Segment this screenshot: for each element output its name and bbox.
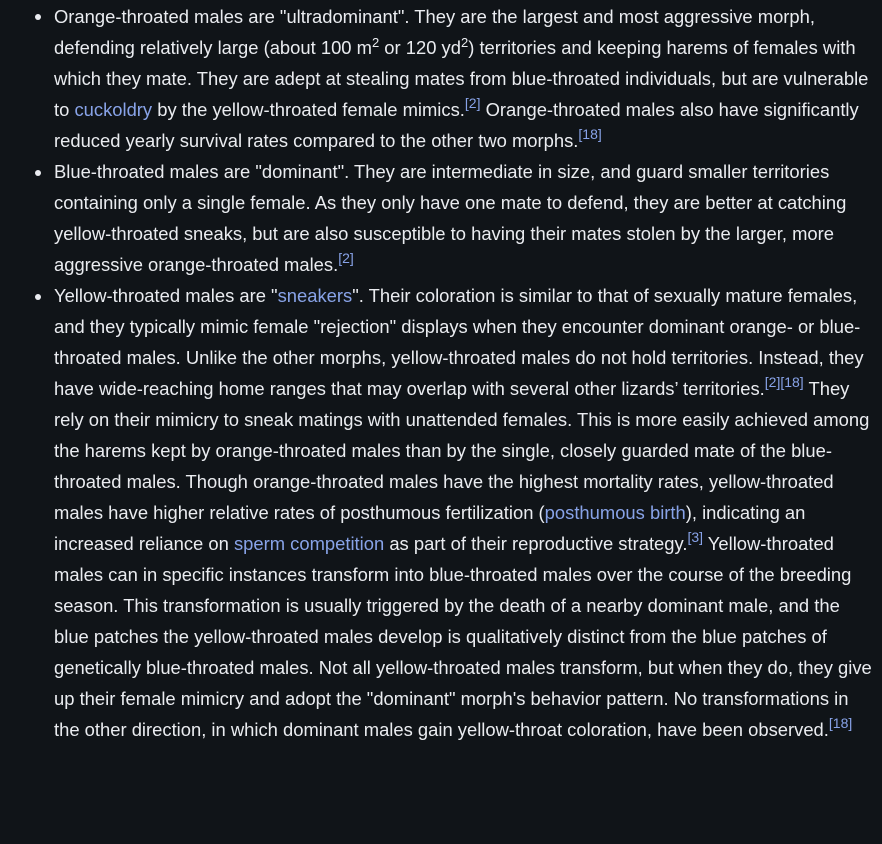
citation-2: [338, 250, 354, 266]
link-posthumous-birth[interactable]: posthumous birth: [544, 502, 686, 523]
superscript: 2: [371, 34, 380, 50]
text-segment: as part of their reproductive strategy.: [384, 533, 688, 554]
citation-18: [578, 126, 601, 142]
citation-link[interactable]: [2]: [338, 249, 354, 266]
citation-link[interactable]: [3]: [687, 528, 704, 545]
link-sneakers[interactable]: sneakers: [277, 285, 353, 306]
link-cuckoldry[interactable]: cuckoldry: [74, 99, 153, 120]
bullet-dot: [35, 294, 41, 300]
citation-18: [780, 374, 803, 390]
text-segment: Yellow-throated males can in specific instances transform into blue-throated males over the course of the breeding season. This transformation is usually triggered by the death of a nearby dominant male, and the blue patches the yellow-throated males develop is qualitatively distinct from the blue patches of genetically blue-throated males. Not all yellow-throated males transform, but when they do, they give up their female mimicry and adopt the "dominant" morph's behavior pattern. No transformations in the other direction, in which dominant males gain yellow-throat coloration, have been observed.: [54, 533, 872, 740]
citation-link[interactable]: [18]: [578, 125, 602, 142]
link-sperm-competition[interactable]: sperm competition: [233, 533, 385, 554]
text-segment: Blue-throated males are "dominant". They are intermediate in size, and guard smaller territories containing only a single female. As they only have one mate to defend, they are better at catching yellow-throated sneaks, but are also susceptible to having their mates stolen by the larger, more aggressive orange-throated males.: [54, 161, 847, 275]
citation-link[interactable]: [2]: [464, 94, 481, 111]
morph-bullet-list: [54, 0, 876, 745]
text-segment: Orange-throated males are "ultradominant". They are the largest and most aggressive morph, defending relatively large (about 100 m: [54, 6, 815, 58]
citation-link[interactable]: [18]: [828, 714, 853, 731]
superscript: 2: [460, 34, 469, 50]
citation-3: [687, 529, 703, 545]
bullet-dot: [35, 170, 41, 176]
citation-link[interactable]: [18]: [780, 373, 804, 390]
text-segment: Orange-throated males also have significantly reduced yearly survival rates compared to the other two morphs.: [54, 99, 859, 151]
text-segment: ), indicating an increased reliance on: [54, 502, 806, 554]
text-segment: ) territories and keeping harems of females with which they mate. They are adept at stealing mates from blue-throated individuals, but are vulnerable to: [54, 37, 869, 120]
list-item-yellow-throated: [54, 280, 876, 745]
list-item-orange-throated: [54, 0, 876, 156]
citation-18: [829, 715, 852, 731]
citation-2: [765, 374, 781, 390]
list-item-blue-throated: [54, 156, 876, 280]
bullet-dot: [35, 14, 41, 20]
text-segment: They rely on their mimicry to sneak matings with unattended females. This is more easily achieved among the harems kept by orange-throated males than by the single, closely guarded mate of the blue-throated males. Though orange-throated males have the highest mortality rates, yellow-throated males have higher relative rates of posthumous fertilization (: [54, 378, 870, 523]
citation-2: [465, 95, 481, 111]
text-segment: or 120 yd: [379, 37, 461, 58]
text-segment: ". Their coloration is similar to that of sexually mature females, and they typically mimic female "rejection" displays when they encounter dominant orange- or blue-throated males. Unlike the other morphs, yellow-throated males do not hold territories. Instead, they have wide-reaching home ranges that may overlap with several other lizards’ territories.: [54, 285, 864, 399]
text-segment: by the yellow-throated female mimics.: [152, 99, 465, 120]
text-segment: Yellow-throated males are ": [54, 285, 278, 306]
citation-link[interactable]: [2]: [764, 373, 781, 390]
